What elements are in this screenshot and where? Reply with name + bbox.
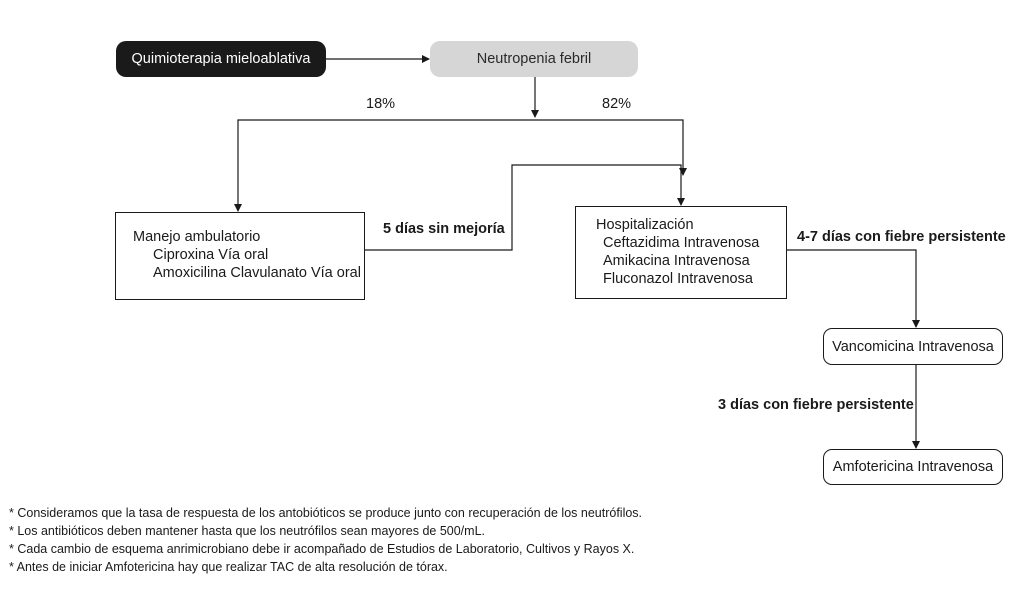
node-manejo-ambulatorio <box>115 212 365 300</box>
edge-label-fiebre-4-7: 4-7 días con fiebre persistente <box>797 229 1006 245</box>
footnote: * Cada cambio de esquema anrimicrobiano debe ir acompañado de Estudios de Laboratorio, Cultivos y Rayos X. <box>9 542 635 556</box>
hospitalizacion-item: Amikacina Intravenosa <box>603 253 750 269</box>
ambulatorio-title: Manejo ambulatorio <box>133 229 261 245</box>
edge-label-sin-mejoria: 5 días sin mejoría <box>383 221 505 237</box>
hospitalizacion-title: Hospitalización <box>596 217 694 233</box>
node-vancomicina-label: Vancomicina Intravenosa <box>832 338 994 355</box>
ambulatorio-item: Ciproxina Vía oral <box>153 247 269 263</box>
node-anfotericina <box>823 449 1003 485</box>
node-vancomicina <box>823 328 1003 365</box>
edge-label-fiebre-3: 3 días con fiebre persistente <box>718 397 914 413</box>
edge-label-82-percent: 82% <box>602 96 632 112</box>
hospitalizacion-item: Ceftazidima Intravenosa <box>603 235 760 251</box>
arrow-split-to-ambulatorio <box>238 120 535 211</box>
node-neutropenia-label: Neutropenia febril <box>476 51 592 67</box>
edge-label-18-percent: 18% <box>366 96 396 112</box>
hospitalizacion-item: Fluconazol Intravenosa <box>603 271 753 287</box>
node-anfotericina-label: Amfotericina Intravenosa <box>832 459 994 475</box>
footnote: * Antes de iniciar Amfotericina hay que realizar TAC de alta resolución de tórax. <box>9 560 448 574</box>
footnotes <box>9 504 642 576</box>
node-quimioterapia-label: Quimioterapia mieloablativa <box>131 51 311 67</box>
footnote: * Los antibióticos deben mantener hasta que los neutrófilos sean mayores de 500/mL. <box>9 524 485 538</box>
node-neutropenia <box>430 41 638 77</box>
node-quimioterapia <box>116 41 326 77</box>
node-hospitalizacion <box>575 206 787 299</box>
ambulatorio-item: Amoxicilina Clavulanato Vía oral <box>153 265 361 281</box>
arrow-split-to-hospital <box>535 120 683 175</box>
footnote: * Consideramos que la tasa de respuesta de los antobióticos se produce junto con recuperación de los neutrófilos. <box>9 506 643 520</box>
arrow-hospital-to-vancomicina <box>787 250 916 327</box>
